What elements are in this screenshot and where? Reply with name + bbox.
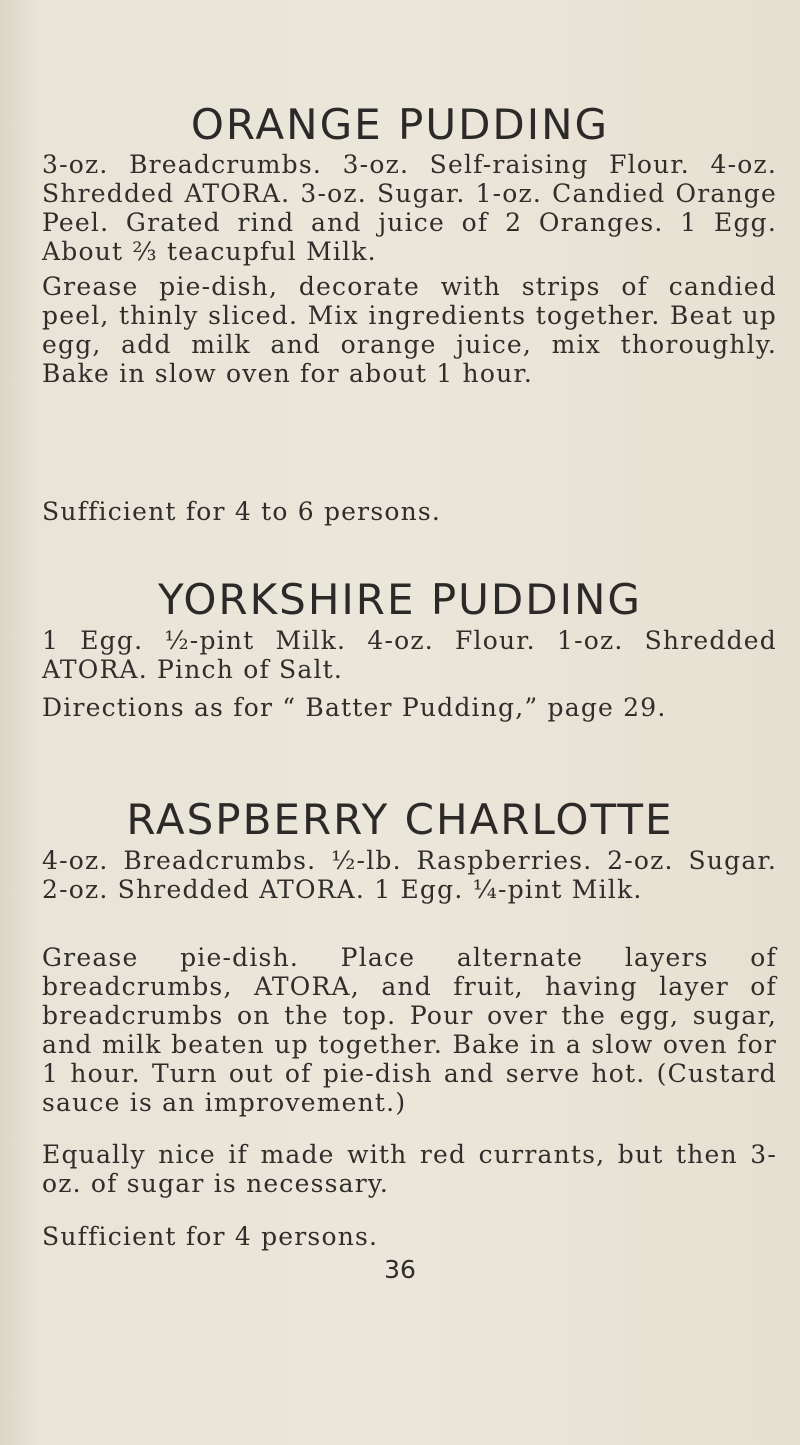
yorkshire-pudding-title: YORKSHIRE PUDDING: [158, 575, 642, 624]
orange-pudding-serves: Sufficient for 4 to 6 persons.: [42, 497, 442, 526]
raspberry-charlotte-serves: Sufficient for 4 persons.: [42, 1222, 379, 1251]
page-number: 36: [384, 1255, 416, 1284]
orange-pudding-method: Grease pie-dish, decorate with strips of candied peel, thinly sliced. Mix ingredients together. Beat up egg, add milk and orange juice, mix thoroughly. Bake in slow oven for about 1 hour.: [42, 272, 777, 388]
raspberry-charlotte-method: Grease pie-dish. Place alternate layers of breadcrumbs, ATORA, and fruit, having layer of breadcrumbs on the top. Pour over the egg, sugar, and milk beaten up together. Bake in a slow oven for 1 hour. Turn out of pie-dish and serve hot. (Custard sauce is an improvement.): [42, 943, 777, 1117]
orange-pudding-ingredients: 3-oz. Breadcrumbs. 3-oz. Self-raising Flour. 4-oz. Shredded ATORA. 3-oz. Sugar. 1-oz. Candied Orange Peel. Grated rind and juice of 2 Oranges. 1 Egg. About ⅔ teacupful Milk.: [42, 150, 777, 266]
raspberry-charlotte-ingredients: 4-oz. Breadcrumbs. ½-lb. Raspberries. 2-oz. Sugar. 2-oz. Shredded ATORA. 1 Egg. ¼-pint Milk.: [42, 846, 777, 904]
raspberry-charlotte-title: RASPBERRY CHARLOTTE: [126, 795, 674, 844]
yorkshire-pudding-ingredients: 1 Egg. ½-pint Milk. 4-oz. Flour. 1-oz. Shredded ATORA. Pinch of Salt.: [42, 626, 777, 684]
orange-pudding-title: ORANGE PUDDING: [190, 100, 610, 149]
raspberry-charlotte-variation: Equally nice if made with red currants, but then 3-oz. of sugar is necessary.: [42, 1140, 777, 1198]
yorkshire-pudding-directions: Directions as for “ Batter Pudding,” page 29.: [42, 693, 667, 722]
